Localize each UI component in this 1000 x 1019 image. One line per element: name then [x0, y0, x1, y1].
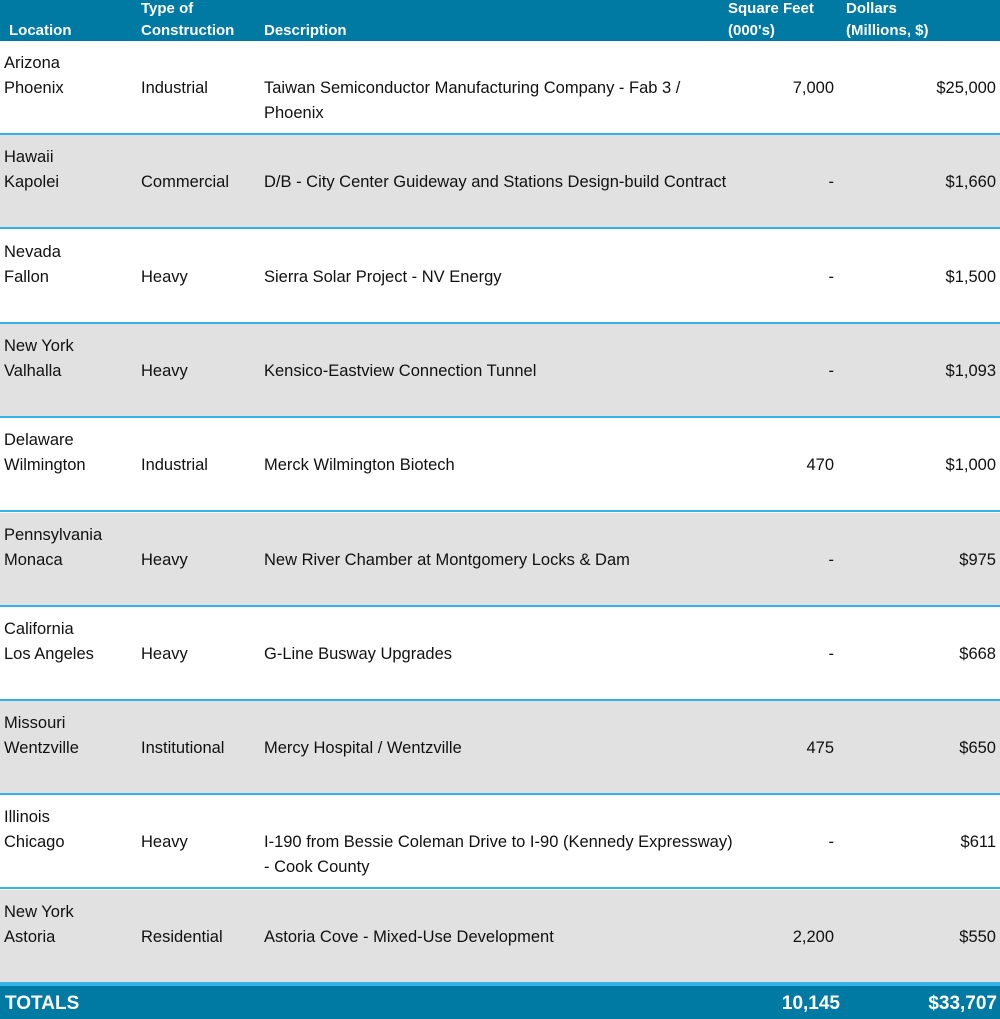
location-cell: [4, 51, 134, 101]
dollars-cell: $1,093: [945, 361, 996, 380]
state: Illinois: [4, 808, 50, 827]
city: Chicago: [4, 833, 65, 852]
description-cell: Mercy Hospital / Wentzville: [264, 739, 462, 758]
header-location: Location: [9, 22, 72, 39]
dollars-cell: $25,000: [936, 79, 996, 97]
city: Los Angeles: [4, 644, 94, 663]
dollars-cell: $1,500: [945, 267, 996, 286]
header-dollars-line1: Dollars: [846, 0, 897, 17]
description-cell: Kensico-Eastview Connection Tunnel: [264, 361, 537, 380]
location-cell: [4, 240, 134, 290]
totals-sqft: 10,145: [781, 993, 840, 1014]
location-cell: [4, 617, 134, 667]
description-cell: New River Chamber at Montgomery Locks & Dam: [264, 550, 630, 569]
table-row: [0, 701, 1000, 795]
city: Astoria: [4, 927, 56, 946]
table-row: [0, 324, 1000, 418]
location-cell: [4, 428, 134, 478]
description-cell: Taiwan Semiconductor Manufacturing Company - Fab 3 / Phoenix: [264, 79, 681, 122]
location-cell: [4, 900, 134, 950]
table-row: [0, 795, 1000, 889]
header-sqft-line1: Square Feet: [728, 0, 814, 17]
city: Monaca: [4, 550, 63, 569]
location-cell: [4, 523, 134, 573]
state: Pennsylvania: [4, 525, 103, 544]
type-cell: Heavy: [141, 361, 188, 380]
type-cell: Institutional: [141, 739, 225, 758]
description-cell: G-Line Busway Upgrades: [264, 644, 453, 663]
city: Phoenix: [4, 79, 64, 97]
table-row: [0, 607, 1000, 701]
dollars-cell: $975: [959, 550, 996, 569]
description-cell: Sierra Solar Project - NV Energy: [264, 267, 502, 286]
sqft-cell: -: [828, 361, 834, 380]
table-row: [0, 230, 1000, 324]
table-row: [0, 513, 1000, 607]
state: California: [4, 619, 74, 638]
sqft-cell: -: [828, 267, 834, 286]
dollars-cell: $1,000: [945, 456, 996, 475]
sqft-cell: 470: [806, 456, 834, 475]
description-cell: D/B - City Center Guideway and Stations Design-build Contract: [264, 173, 727, 192]
table-row: [0, 135, 1000, 229]
city: Kapolei: [4, 173, 60, 192]
state: New York: [4, 902, 74, 921]
totals-label: TOTALS: [5, 993, 80, 1014]
location-cell: [4, 334, 134, 384]
dollars-cell: $611: [960, 833, 996, 852]
city: Wentzville: [4, 739, 79, 758]
city: Valhalla: [4, 361, 62, 380]
location-cell: [4, 711, 134, 761]
description-cell: Astoria Cove - Mixed-Use Development: [264, 927, 554, 946]
table-header: [0, 0, 1000, 41]
state: New York: [4, 336, 74, 355]
sqft-cell: -: [828, 833, 834, 852]
state: Hawaii: [4, 148, 54, 167]
dollars-cell: $650: [959, 739, 996, 758]
type-cell: Residential: [141, 927, 223, 946]
description-cell: I-190 from Bessie Coleman Drive to I-90 (Kennedy Expressway) - Cook County: [264, 833, 733, 877]
header-dollars-line2: (Millions, $): [846, 22, 929, 39]
totals-dollars: $33,707: [928, 993, 997, 1014]
table-row: [0, 41, 1000, 135]
type-cell: Heavy: [141, 550, 188, 569]
description-cell: Merck Wilmington Biotech: [264, 456, 455, 475]
totals-row: [0, 984, 1000, 1019]
state: Delaware: [4, 431, 74, 450]
city: Wilmington: [4, 456, 86, 475]
location-cell: [4, 145, 134, 195]
header-type-line2: Construction: [141, 22, 235, 39]
city: Fallon: [4, 267, 49, 286]
header-sqft-line2: (000's): [728, 22, 775, 39]
type-cell: Heavy: [141, 833, 188, 852]
dollars-cell: $550: [959, 927, 996, 946]
sqft-cell: 2,200: [792, 927, 834, 946]
type-cell: Industrial: [141, 456, 208, 475]
type-cell: Industrial: [141, 79, 208, 97]
location-cell: [4, 805, 134, 855]
table-row: [0, 418, 1000, 512]
state: Missouri: [4, 714, 66, 733]
table-row: [0, 890, 1000, 984]
sqft-cell: 475: [806, 739, 834, 758]
type-cell: Heavy: [141, 267, 188, 286]
header-type-line1: Type of: [141, 0, 194, 17]
dollars-cell: $668: [959, 644, 996, 663]
sqft-cell: -: [828, 644, 834, 663]
header-description: Description: [264, 22, 347, 39]
type-cell: Commercial: [141, 173, 230, 192]
sqft-cell: -: [828, 550, 834, 569]
state: Arizona: [4, 54, 60, 72]
type-cell: Heavy: [141, 644, 188, 663]
sqft-cell: 7,000: [792, 79, 834, 97]
state: Nevada: [4, 242, 61, 261]
dollars-cell: $1,660: [945, 173, 996, 192]
sqft-cell: -: [828, 173, 834, 192]
